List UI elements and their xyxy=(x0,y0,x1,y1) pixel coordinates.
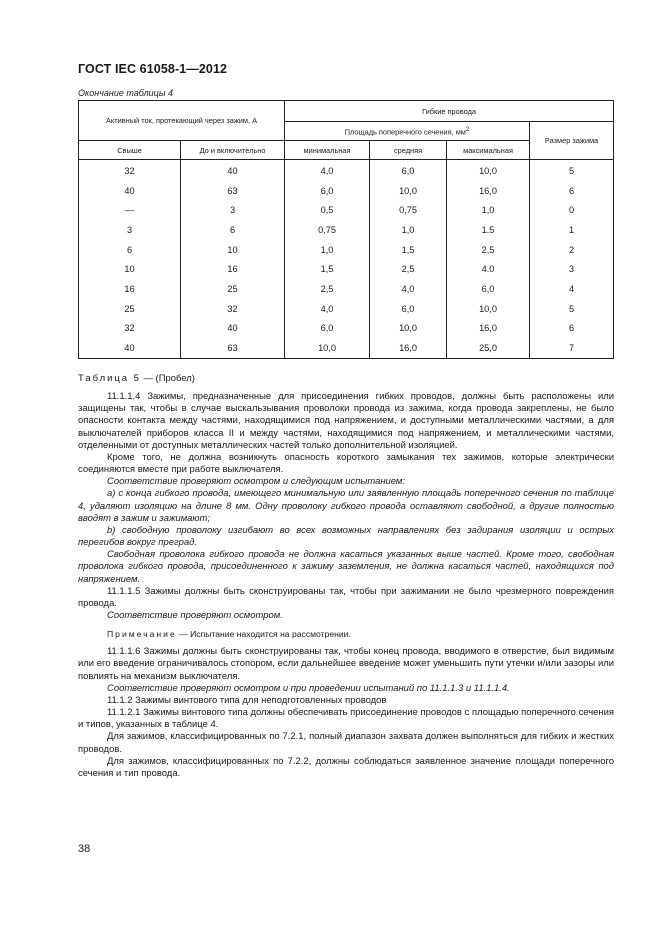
table-cell: 1,5 xyxy=(370,240,447,260)
table-cell: 63 xyxy=(181,181,285,201)
table-row xyxy=(79,200,614,220)
table-cell: 7 xyxy=(530,338,614,358)
table-cell: 0,75 xyxy=(370,200,447,220)
table-cell: 6,0 xyxy=(285,319,370,339)
header-area-sup: 2 xyxy=(465,125,470,133)
table5-rest: — (Пробел) xyxy=(140,373,195,384)
table-cell: 32 xyxy=(79,160,181,181)
para-11-1-1-5: 11.1.1.5 Зажимы должны быть сконструированы так, чтобы при зажимании не было чрезмерного повреждения провода. xyxy=(78,585,614,609)
table-cell: 25,0 xyxy=(447,338,530,358)
table-cell: 2,5 xyxy=(285,279,370,299)
table-cell: 10,0 xyxy=(370,319,447,339)
para-11-1-1-4: 11.1.1.4 Зажимы, предназначенные для присоединения гибких проводов, должны быть расположены или защищены так, чтобы в случае выскальзывания проволоки провода из зажима, когда провода закреплены, не было опасности контакта между частями, находящимися под напряжением, и доступными металлическими частями, а для выключателей приборов класса II и между частями, находящимися под напряжением, и металлическими частями, отделенными от доступных металлических частей только дополнительной изоляцией. xyxy=(78,391,614,451)
table-cell: 4,0 xyxy=(285,299,370,319)
table-cell: 6 xyxy=(530,319,614,339)
table-cell: 16 xyxy=(79,279,181,299)
table-row xyxy=(79,338,614,358)
table-cell: 25 xyxy=(181,279,285,299)
table-cell: 40 xyxy=(79,181,181,201)
para-item-a: а) с конца гибкого провода, имеющего минимальную или заявленную площадь поперечного сечения по таблице 4, удаляют изоляцию на длине 8 мм. Одну проволоку гибкого провода оставляют свободной, а другие полностью вводят в зажим и зажимают; xyxy=(78,488,614,524)
table-cell: 6,0 xyxy=(370,299,447,319)
table-cell: 4,0 xyxy=(370,279,447,299)
table-row xyxy=(79,319,614,339)
para-11-1-1-6: 11.1.1.6 Зажимы должны быть сконструированы так, чтобы конец провода, вводимого в отверстие, был видимым или его введение ограничивалось стопором, если дальнейшее введение может уменьшить пути утечки и/или зазоры или повлиять на механизм выключателя. xyxy=(78,646,614,682)
para-compliance-1: Соответствие проверяют осмотром и следующим испытанием: xyxy=(107,476,406,488)
table-cell: 10,0 xyxy=(447,160,530,181)
table-cell: 0,75 xyxy=(285,220,370,240)
para-item-b: b) свободную проволоку изгибают во всех возможных направлениях без задирания изоляции и острых перегибов вокруг преград. xyxy=(78,524,614,549)
note-line xyxy=(78,628,614,640)
table-row xyxy=(79,240,614,260)
table-cell: 25 xyxy=(79,299,181,319)
table-cell: 6 xyxy=(530,181,614,201)
table-cell: 2,5 xyxy=(370,259,447,279)
table-cell: 3 xyxy=(530,259,614,279)
table-cell: 16,0 xyxy=(447,319,530,339)
table-cell: 4,0 xyxy=(285,160,370,181)
subheader-upto: До и включительно xyxy=(181,141,285,160)
subheader-over: Свыше xyxy=(79,141,181,160)
table-cell: 6,0 xyxy=(447,279,530,299)
conductor-table xyxy=(78,100,614,359)
subheader-mid: средняя xyxy=(370,141,447,160)
table-cell: 6,0 xyxy=(285,181,370,201)
table-cell: 32 xyxy=(79,319,181,339)
para-short-circuit: Кроме того, не должна возникнуть опасность короткого замыкания тех зажимов, которые электрически соединяются вместе при работе выключателя. xyxy=(78,451,614,476)
table-cell: 10 xyxy=(79,259,181,279)
table-cell: 0 xyxy=(530,200,614,220)
table-cell: 10,0 xyxy=(285,338,370,358)
para-7-2-2: Для зажимов, классифицированных по 7.2.2, должны соблюдаться заявленное значение площади поперечного сечения и тип провода. xyxy=(78,755,614,779)
para-11-1-2-1: 11.1.2.1 Зажимы винтового типа должны обеспечивать присоединение проводов с площадью поперечного сечения и типов, указанных в таблице 4. xyxy=(78,707,614,731)
table-cell: 10 xyxy=(181,240,285,260)
page-number: 38 xyxy=(78,843,91,855)
table-cell: 32 xyxy=(181,299,285,319)
table-row xyxy=(79,259,614,279)
table-cell: 2,5 xyxy=(447,240,530,260)
header-area-text: Площадь поперечного сечения, мм xyxy=(344,127,466,137)
para-11-1-2: 11.1.2 Зажимы винтового типа для неподготовленных проводов xyxy=(107,694,387,706)
table-cell: 1 xyxy=(530,220,614,240)
table-cell: 2 xyxy=(530,240,614,260)
table-body xyxy=(79,160,614,359)
subheader-max: максимальная xyxy=(447,141,530,160)
table-row xyxy=(79,299,614,319)
table-cell: 5 xyxy=(530,299,614,319)
table-cell: — xyxy=(79,200,181,220)
para-compliance-3: Соответствие проверяют осмотром и при проведении испытаний по 11.1.1.3 и 11.1.1.4. xyxy=(107,682,510,694)
table-cell: 4.0 xyxy=(447,259,530,279)
table-cell: 40 xyxy=(79,338,181,358)
table5-line xyxy=(78,373,614,385)
table-cell: 1,0 xyxy=(370,220,447,240)
table5-label: Таблица 5 xyxy=(78,373,141,384)
table-cell: 1,0 xyxy=(285,240,370,260)
table-cell: 0,5 xyxy=(285,200,370,220)
table-cell: 3 xyxy=(79,220,181,240)
document-header: ГОСТ IEC 61058-1—2012 xyxy=(78,62,228,76)
para-7-2-1: Для зажимов, классифицированных по 7.2.1, полный диапазон захвата должен выполняться для гибких и жестких проводов. xyxy=(78,731,614,755)
header-size: Размер зажима xyxy=(530,122,614,160)
table-cell: 63 xyxy=(181,338,285,358)
para-free-wire: Свободная проволока гибкого провода не должна касаться указанных выше частей. Кроме того, свободная проволока гибкого провода, присоединенного к зажиму заземления, не должна касаться частей, находящихся под напряжением. xyxy=(78,549,614,585)
subheader-min: минимальная xyxy=(285,141,370,160)
table-cell: 40 xyxy=(181,319,285,339)
table-cell: 10,0 xyxy=(447,299,530,319)
header-current: Активный ток, протекающий через зажим, А xyxy=(79,101,285,141)
para-compliance-2: Соответствие проверяют осмотром. xyxy=(107,609,283,621)
table-cell: 16,0 xyxy=(370,338,447,358)
table-cell: 16 xyxy=(181,259,285,279)
table-row xyxy=(79,160,614,181)
table-caption: Окончание таблицы 4 xyxy=(78,88,173,98)
body-text xyxy=(78,373,614,780)
table-cell: 4 xyxy=(530,279,614,299)
table-cell: 10,0 xyxy=(370,181,447,201)
table-cell: 1.5 xyxy=(447,220,530,240)
table-cell: 40 xyxy=(181,160,285,181)
table-row xyxy=(79,181,614,201)
table-cell: 1,0 xyxy=(447,200,530,220)
table-cell: 16,0 xyxy=(447,181,530,201)
table-cell: 6 xyxy=(79,240,181,260)
table-cell: 6,0 xyxy=(370,160,447,181)
note-rest: — Испытание находится на рассмотрении. xyxy=(176,629,351,640)
table-cell: 3 xyxy=(181,200,285,220)
table-row xyxy=(79,220,614,240)
table-cell: 6 xyxy=(181,220,285,240)
header-area xyxy=(285,122,530,141)
header-flexible: Гибкие провода xyxy=(285,101,614,122)
note-label: Примечание xyxy=(107,629,177,640)
table-cell: 1,5 xyxy=(285,259,370,279)
table-cell: 5 xyxy=(530,160,614,181)
table-row xyxy=(79,279,614,299)
